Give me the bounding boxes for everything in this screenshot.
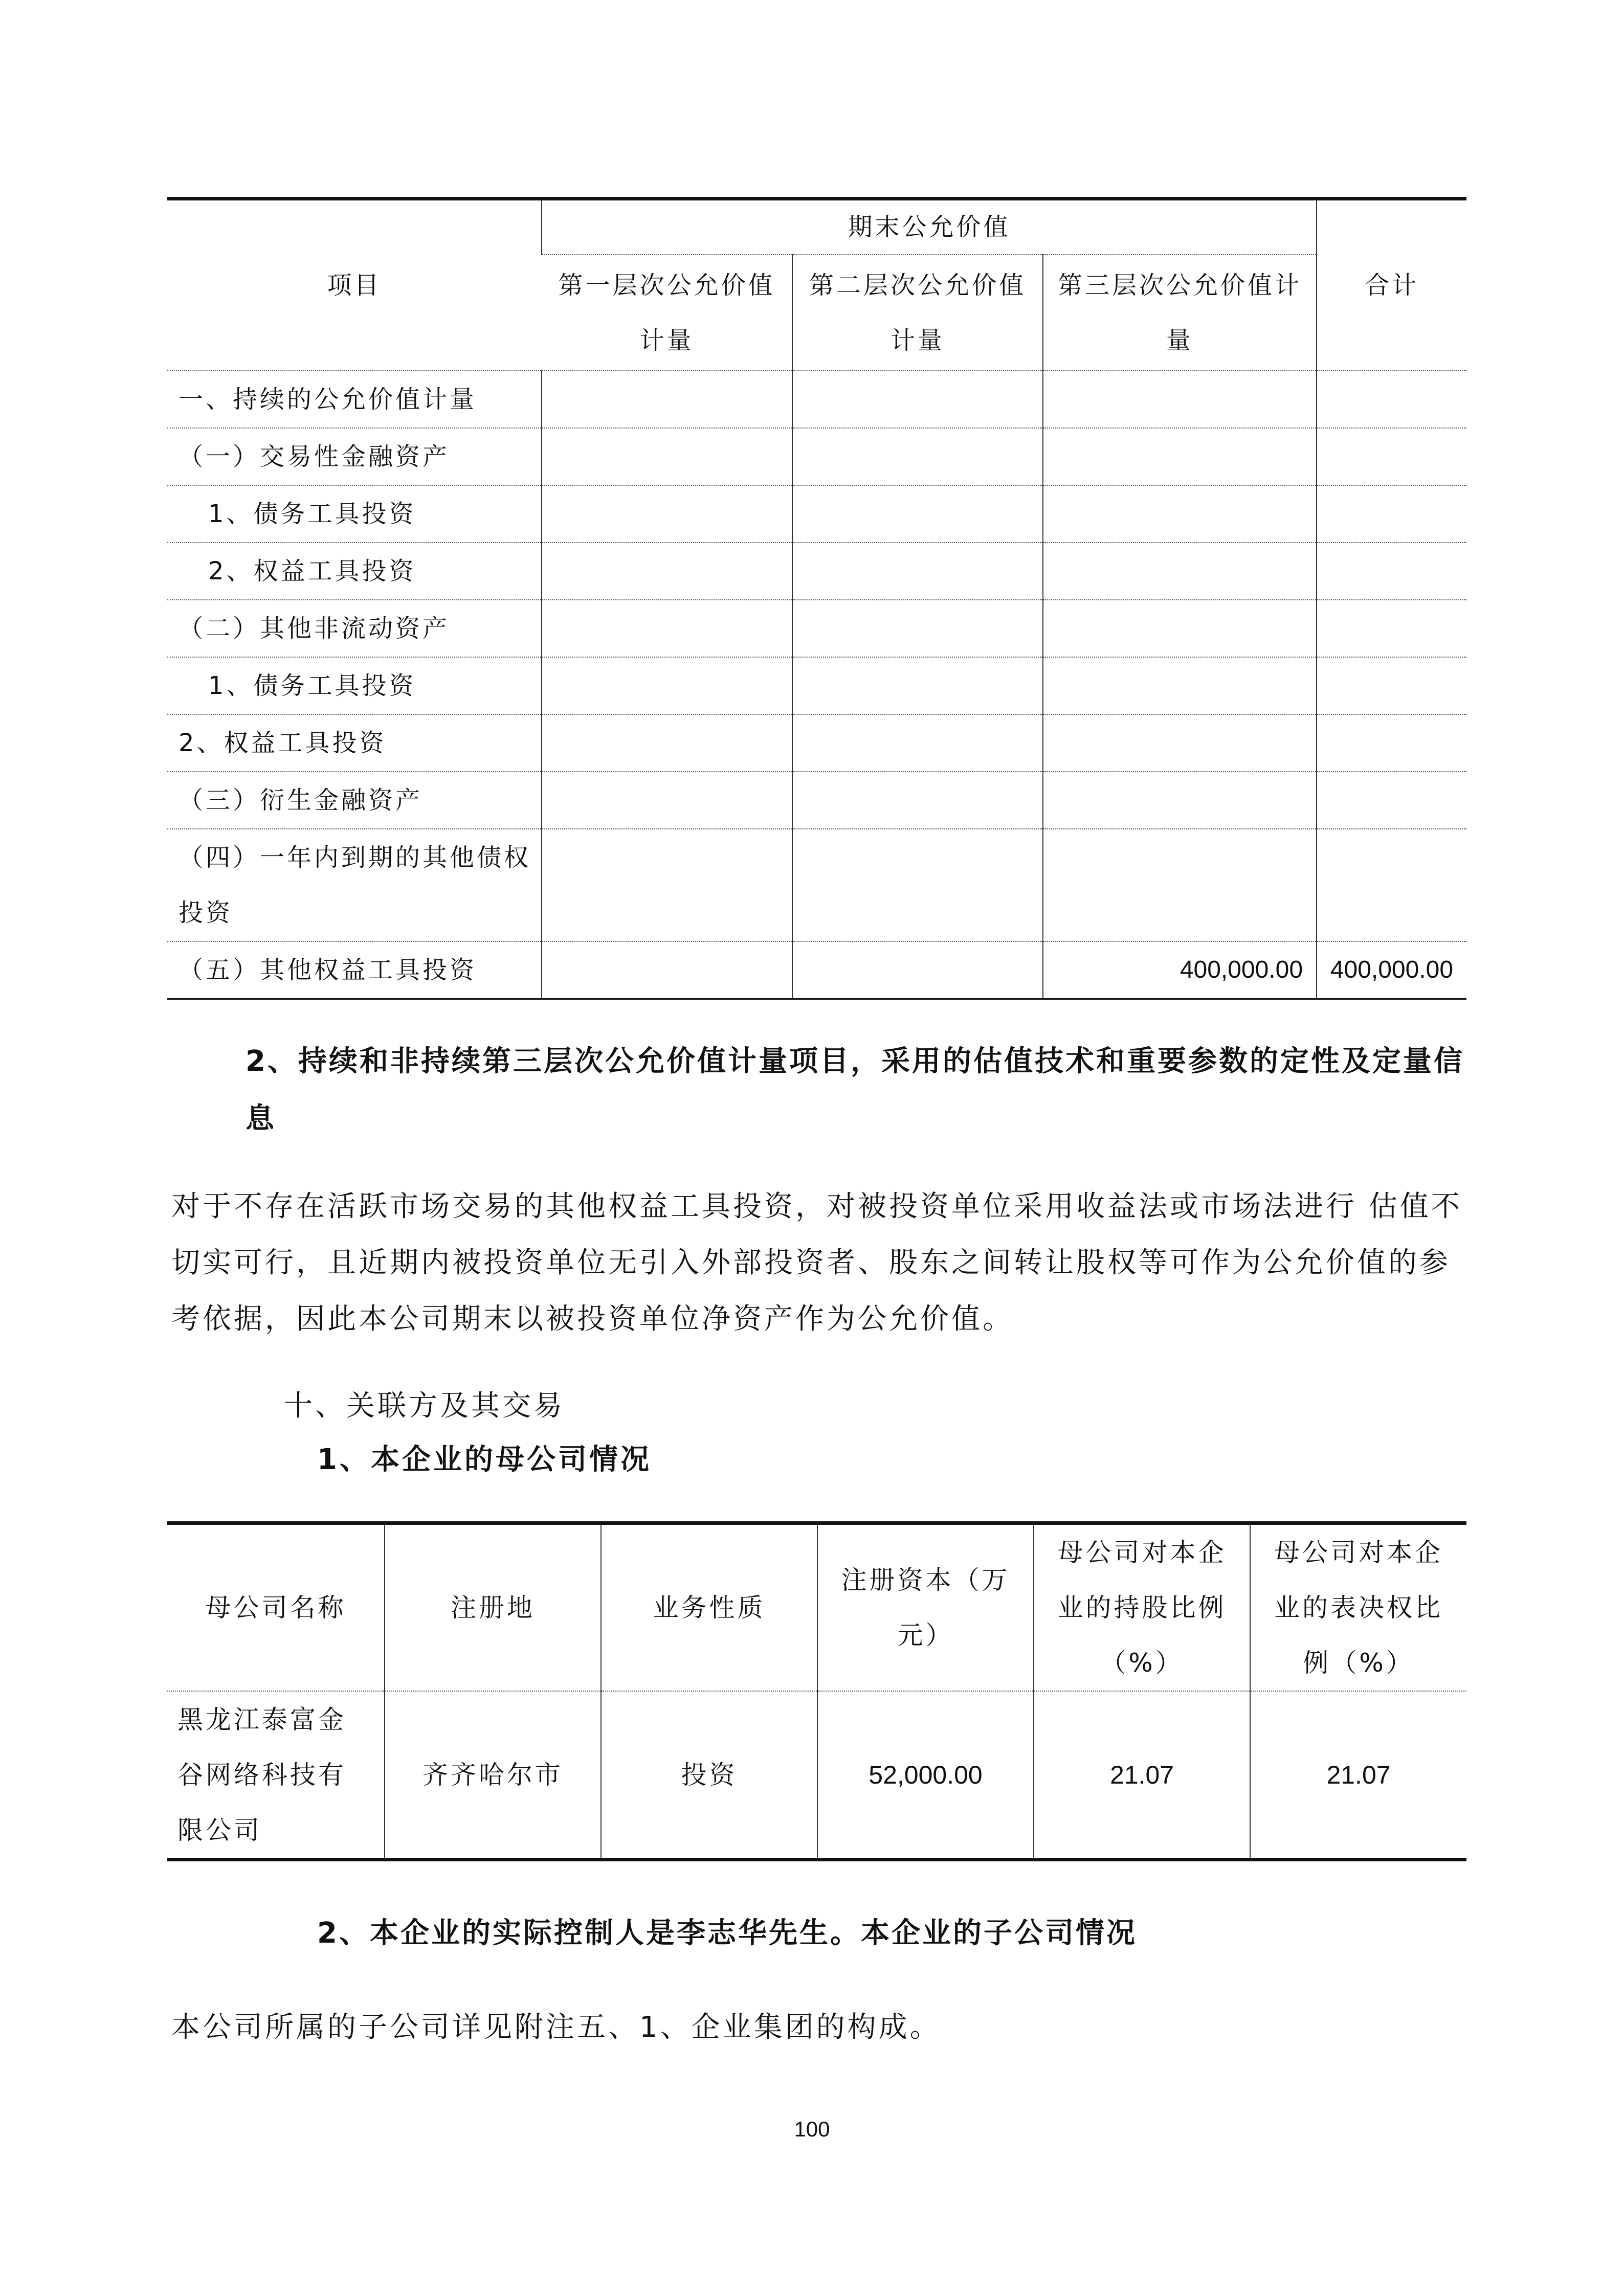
row-label: （五）其他权益工具投资 [167, 941, 542, 999]
row-total [1317, 485, 1466, 543]
table-row [167, 371, 1466, 428]
row-level1 [542, 657, 792, 714]
row-level3 [1043, 829, 1317, 941]
row-level3 [1043, 657, 1317, 714]
parent-name: 黑龙江泰富金谷网络科技有限公司 [177, 1704, 346, 1845]
subsection1-title: 1、本企业的母公司情况 [317, 1443, 652, 1476]
header-registered-capital: 注册资本（万元） [817, 1523, 1034, 1692]
row-label: （一）交易性金融资产 [167, 428, 542, 485]
share-ratio: 21.07 [1034, 1691, 1250, 1860]
fair-value-table [167, 197, 1466, 1000]
row-level2 [792, 371, 1043, 428]
table-row [167, 772, 1466, 829]
page-number: 100 [794, 2117, 830, 2141]
header-total: 合计 [1317, 199, 1466, 371]
table-row [167, 600, 1466, 657]
row-level2 [792, 600, 1043, 657]
row-total: 400,000.00 [1317, 941, 1466, 999]
row-level1 [542, 485, 792, 543]
subsection2-heading: 2、本企业的实际控制人是李志华先生。本企业的子公司情况 [317, 1917, 1137, 1950]
header-registered-location: 注册地 [385, 1523, 601, 1692]
header-level3: 第三层次公允价值计量 [1043, 255, 1317, 371]
row-total [1317, 657, 1466, 714]
row-level3 [1043, 428, 1317, 485]
row-level3 [1043, 543, 1317, 600]
row-level2 [792, 829, 1043, 941]
header-level2: 第二层次公允价值计量 [792, 255, 1043, 371]
row-level3 [1043, 485, 1317, 543]
row-level3 [1043, 600, 1317, 657]
row-level1 [542, 714, 792, 772]
header-period-end-fair-value: 期末公允价值 [542, 199, 1317, 255]
row-level3 [1043, 714, 1317, 772]
row-label: 2、权益工具投资 [167, 714, 542, 772]
row-level1 [542, 428, 792, 485]
header-voting-ratio: 母公司对本企业的表决权比例（%） [1250, 1523, 1466, 1692]
row-level2 [792, 543, 1043, 600]
row-level3 [1043, 772, 1317, 829]
row-level1 [542, 600, 792, 657]
row-total [1317, 371, 1466, 428]
row-total [1317, 543, 1466, 600]
row-level1 [542, 941, 792, 999]
row-label: （二）其他非流动资产 [167, 600, 542, 657]
row-total [1317, 829, 1466, 941]
table-row [167, 428, 1466, 485]
row-level2 [792, 657, 1043, 714]
row-level1 [542, 772, 792, 829]
table-row [167, 543, 1466, 600]
section10-title: 十、关联方及其交易 [284, 1389, 565, 1423]
table-row [167, 941, 1466, 999]
row-level2 [792, 428, 1043, 485]
voting-ratio: 21.07 [1250, 1691, 1466, 1860]
section2-paragraph: 对于不存在活跃市场交易的其他权益工具投资，对被投资单位采用收益法或市场法进行 估值不切实可行，且近期内被投资单位无引入外部投资者、股东之间转让股权等可作为公允价值的参考依据，因此本公司期末以被投资单位净资产作为公允价值。 [171, 1190, 1462, 1336]
row-level1 [542, 371, 792, 428]
row-level1 [542, 829, 792, 941]
header-parent-name: 母公司名称 [167, 1523, 385, 1692]
row-total [1317, 772, 1466, 829]
header-item: 项目 [167, 199, 542, 371]
registered-capital: 52,000.00 [817, 1691, 1034, 1860]
parent-company-table [167, 1521, 1466, 1861]
table-row [167, 485, 1466, 543]
subsection2-paragraph: 本公司所属的子公司详见附注五、1、企业集团的构成。 [171, 2011, 941, 2044]
row-level2 [792, 941, 1043, 999]
row-level2 [792, 772, 1043, 829]
row-level3 [1043, 371, 1317, 428]
row-level2 [792, 485, 1043, 543]
table-row [167, 657, 1466, 714]
row-total [1317, 714, 1466, 772]
table-row [167, 1691, 1466, 1860]
row-total [1317, 600, 1466, 657]
row-label: 2、权益工具投资 [167, 543, 542, 600]
row-label: 1、债务工具投资 [167, 657, 542, 714]
row-label: 1、债务工具投资 [167, 485, 542, 543]
row-label: （三）衍生金融资产 [167, 772, 542, 829]
table-row [167, 714, 1466, 772]
header-share-ratio: 母公司对本企业的持股比例（%） [1034, 1523, 1250, 1692]
row-total [1317, 428, 1466, 485]
table-row [167, 829, 1466, 941]
header-level1: 第一层次公允价值计量 [542, 255, 792, 371]
row-level1 [542, 543, 792, 600]
header-business-nature: 业务性质 [601, 1523, 817, 1692]
business-nature: 投资 [601, 1691, 817, 1860]
row-label: （四）一年内到期的其他债权投资 [167, 829, 542, 941]
row-label: 一、持续的公允价值计量 [167, 371, 542, 428]
registered-location: 齐齐哈尔市 [385, 1691, 601, 1860]
section2-heading: 2、持续和非持续第三层次公允价值计量项目，采用的估值技术和重要参数的定性及定量信息 [246, 1045, 1464, 1135]
row-level2 [792, 714, 1043, 772]
row-level3: 400,000.00 [1043, 941, 1317, 999]
